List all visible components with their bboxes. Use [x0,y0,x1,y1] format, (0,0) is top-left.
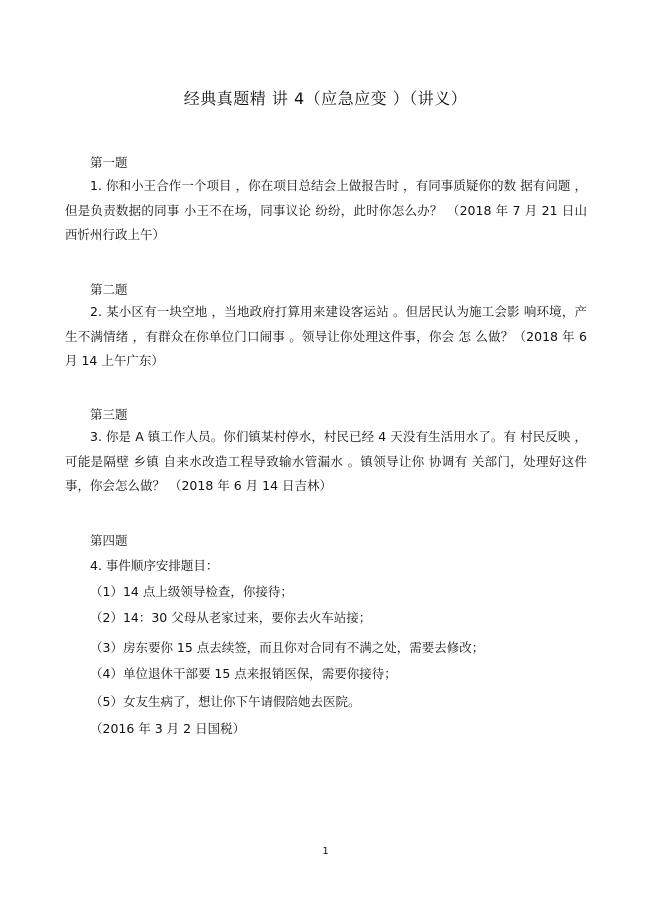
list-item: （3）房东要你 15 点去续签，而且你对合同有不满之处，需要去修改； [90,640,485,655]
list-item: （2）14：30 父母从老家过来，要你去火车站接； [90,610,372,625]
section-heading-2: 第二题 [90,282,128,297]
page-title: 经典真题精 讲 4（应急应变 ）（讲义） [183,89,468,108]
page-number: 1 [322,846,329,857]
section-lead-4: 4. 事件顺序安排题目： [90,558,219,573]
list-item: （1）14 点上级领导检查，你接待； [90,584,293,599]
section-body-2: 2. 某小区有一块空地 ，当地政府打算用来建设客运站 。但居民认为施工会影 响环境，产生不满情绪 ，有群众在你单位门口闹事 。领导让你处理这件事，你会 怎 么做？（2018 年 6 月 14 上午广东） [65,304,587,368]
section-heading-1: 第一题 [90,155,128,170]
list-item: （4）单位退休干部要 15 点来报销医保，需要你接待； [90,666,397,681]
section-heading-4: 第四题 [90,533,128,548]
section-body-3: 3. 你是 A 镇工作人员。你们镇某村停水，村民已经 4 天没有生活用水了。有 村民反映 ，可能是隔壁 乡镇 自来水改造工程导致输水管漏水 。镇领导让你 协调有 关部门，处理好这件事，你会怎么做？ （2018 年 6 月 14 日吉林） [65,429,587,493]
section-body-1: 1. 你和小王合作一个项目 ，你在项目总结会上做报告时 ，有同事质疑你的数 据有问题 ，但是负责数据的同事 小王不在场，同事议论 纷纷，此时你怎么办？ （2018 年 7 月 21 日山西忻州行政上午） [65,178,587,242]
list-item: （5）女友生病了，想让你下午请假陪她去医院。 [90,694,361,709]
section-heading-3: 第三题 [90,407,128,422]
section-source-4: （2016 年 3 月 2 日国税） [90,721,246,736]
